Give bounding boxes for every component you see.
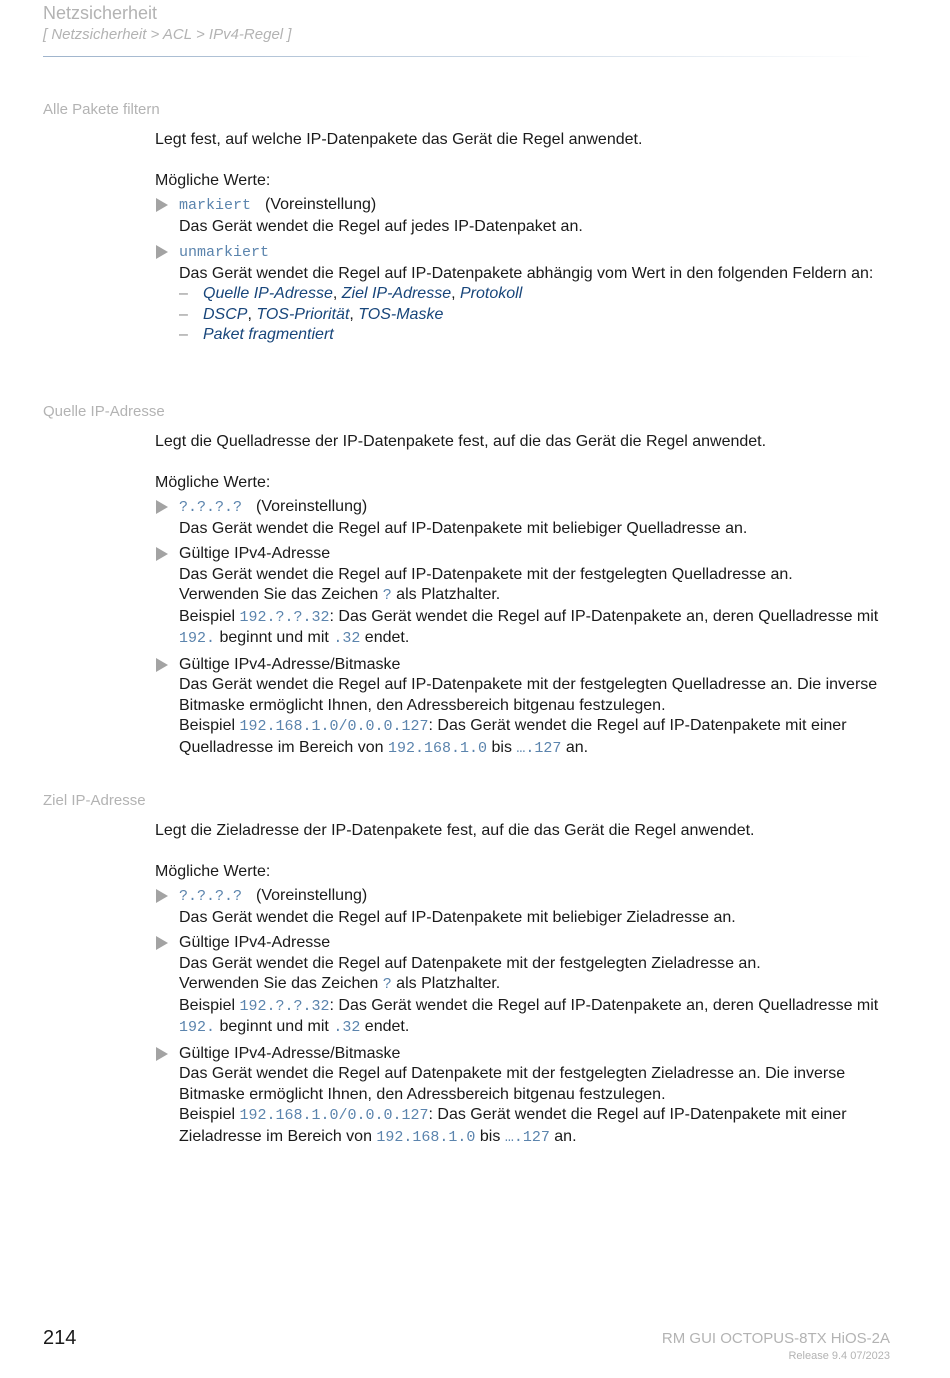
example-text: beginnt und mit (219, 629, 329, 646)
option-value: markiert (179, 197, 252, 214)
option-item (155, 655, 895, 760)
option-label: Gültige IPv4-Adresse (179, 934, 331, 951)
description: Legt die Quelladresse der IP-Datenpakete fest, auf die das Gerät die Regel anwendet. (155, 433, 767, 450)
example-code: 192.168.1.0 (388, 739, 488, 757)
bullet-triangle-icon (156, 500, 168, 514)
example-code: .32 (333, 630, 361, 647)
default-note: (Voreinstellung) (256, 498, 368, 515)
placeholder-char: ? (382, 976, 392, 993)
footer-doc-title: RM GUI OCTOPUS-8TX HiOS-2A (661, 1330, 890, 1347)
page-header-title: Netzsicherheit (43, 3, 158, 23)
param-heading-filter-all: Alle Pakete filtern (43, 101, 160, 118)
example-code: .32 (333, 1019, 361, 1036)
header-divider (43, 56, 873, 57)
bullet-triangle-icon (156, 658, 168, 672)
option-text: Das Gerät wendet die Regel auf IP-Datenpakete abhängig vom Wert in den folgenden Feldern an: (179, 264, 874, 282)
default-note: (Voreinstellung) (256, 887, 368, 904)
example-code: 192.168.1.0/0.0.0.127 (239, 1107, 429, 1124)
default-note: (Voreinstellung) (265, 196, 377, 213)
bullet-triangle-icon (156, 198, 168, 212)
placeholder-text: als Platzhalter. (396, 586, 501, 603)
link-protocol[interactable]: Protokoll (460, 285, 523, 302)
placeholder-text: als Platzhalter. (396, 975, 501, 992)
example-code: 192. (179, 1019, 216, 1036)
option-label: Gültige IPv4-Adresse (179, 545, 331, 562)
dash-bullet-icon: – (179, 326, 188, 343)
option-text: Das Gerät wendet die Regel auf Datenpakete mit der festgelegten Zieladresse an. (179, 954, 761, 972)
example-text: endet. (364, 629, 410, 646)
option-value: ?.?.?.? (179, 888, 243, 905)
possible-values-label: Mögliche Werte: (155, 171, 271, 189)
example-code: 192.168.1.0/0.0.0.127 (239, 718, 429, 735)
example-text: beginnt und mit (219, 1018, 329, 1035)
dash-bullet-icon: – (179, 305, 188, 323)
option-item (155, 242, 895, 346)
option-value: ?.?.?.? (179, 499, 243, 516)
param-heading-dest-ip: Ziel IP-Adresse (43, 792, 146, 809)
bullet-triangle-icon (156, 936, 168, 950)
option-item (155, 544, 895, 650)
placeholder-text: Verwenden Sie das Zeichen (179, 586, 379, 603)
placeholder-text: Verwenden Sie das Zeichen (179, 975, 379, 992)
example-label: Beispiel (179, 996, 236, 1014)
placeholder-char: ? (382, 587, 392, 604)
breadcrumb: [ Netzsicherheit > ACL > IPv4-Regel ] (43, 26, 292, 43)
param-heading-source-ip: Quelle IP-Adresse (43, 403, 165, 420)
description: Legt fest, auf welche IP-Datenpakete das Gerät die Regel anwendet. (155, 131, 643, 148)
example-text: endet. (364, 1018, 410, 1035)
option-label: Gültige IPv4-Adresse/Bitmaske (179, 655, 401, 673)
example-label: Beispiel (179, 717, 236, 734)
example-text: an. (554, 1127, 577, 1145)
link-source-ip[interactable]: Quelle IP-Adresse (203, 285, 333, 302)
example-text: bis (479, 1127, 501, 1145)
example-text: : Das Gerät wendet die Regel auf IP-Datenpakete an, deren Quelladresse mit (329, 607, 879, 625)
option-item (155, 886, 895, 928)
section-source-ip (155, 432, 895, 764)
possible-values-label: Mögliche Werte: (155, 862, 271, 880)
page-number: 214 (43, 1327, 77, 1349)
example-text: : Das Gerät wendet die Regel auf IP-Datenpakete an, deren Quelladresse mit (329, 996, 879, 1014)
link-dscp[interactable]: DSCP (203, 305, 248, 323)
option-label: Gültige IPv4-Adresse/Bitmaske (179, 1044, 401, 1062)
dash-bullet-icon: – (179, 285, 188, 302)
section-filter-all (155, 130, 895, 351)
bullet-triangle-icon (156, 889, 168, 903)
option-item (155, 933, 895, 1039)
option-text: Das Gerät wendet die Regel auf IP-Datenpakete mit der festgelegten Quelladresse an. (179, 565, 793, 583)
example-code: 192.168.1.0 (376, 1128, 476, 1146)
example-code: 192.?.?.32 (239, 997, 330, 1015)
option-text: Das Gerät wendet die Regel auf IP-Datenpakete mit beliebiger Zieladresse an. (179, 908, 736, 926)
option-item (155, 1044, 895, 1149)
description: Legt die Zieladresse der IP-Datenpakete fest, auf die das Gerät die Regel anwendet. (155, 822, 755, 839)
example-text: an. (565, 738, 589, 756)
link-tos-priority[interactable]: TOS-Priorität (256, 305, 350, 323)
link-dest-ip[interactable]: Ziel IP-Adresse (341, 285, 452, 302)
example-label: Beispiel (179, 1106, 236, 1123)
bullet-triangle-icon (156, 245, 168, 259)
sublist-item (179, 325, 895, 346)
example-text: : Das Gerät wendet die Regel auf IP-Datenpakete mit einer Quelladresse im Bereich von (179, 717, 847, 756)
option-text: Das Gerät wendet die Regel auf Datenpakete mit der festgelegten Zieladresse an. Die inverse Bitmaske ermöglicht Ihnen, den Adressbereich bitgenau festzulegen. (179, 1065, 846, 1103)
option-text: Das Gerät wendet die Regel auf IP-Datenpakete mit der festgelegten Quelladresse an. Die inverse Bitmaske ermöglicht Ihnen, den Adressbereich bitgenau festzulegen. (179, 676, 878, 714)
option-value: unmarkiert (179, 244, 270, 261)
footer-release: Release 9.4 07/2023 (788, 1350, 890, 1362)
link-packet-fragmented[interactable]: Paket fragmentiert (203, 326, 334, 343)
option-item (155, 497, 895, 539)
section-dest-ip (155, 821, 895, 1153)
sublist-item: – DSCP, TOS-Priorität, TOS-Maske (179, 305, 895, 326)
possible-values-label: Mögliche Werte: (155, 473, 271, 491)
example-label: Beispiel (179, 607, 236, 625)
option-text: Das Gerät wendet die Regel auf jedes IP-Datenpaket an. (179, 217, 583, 235)
option-text: Das Gerät wendet die Regel auf IP-Datenpakete mit beliebiger Quelladresse an. (179, 519, 748, 537)
example-code: ….127 (516, 739, 562, 757)
bullet-triangle-icon (156, 547, 168, 561)
example-code: ….127 (504, 1128, 550, 1146)
sublist-item: – Quelle IP-Adresse, Ziel IP-Adresse, Protokoll (179, 284, 895, 305)
example-code: 192.?.?.32 (239, 608, 330, 626)
example-text: bis (491, 738, 512, 756)
link-tos-mask[interactable]: TOS-Maske (358, 305, 444, 323)
bullet-triangle-icon (156, 1047, 168, 1061)
example-code: 192. (179, 630, 216, 647)
option-item (155, 195, 895, 237)
example-text: : Das Gerät wendet die Regel auf IP-Datenpakete mit einer Zieladresse im Bereich von (179, 1106, 847, 1145)
